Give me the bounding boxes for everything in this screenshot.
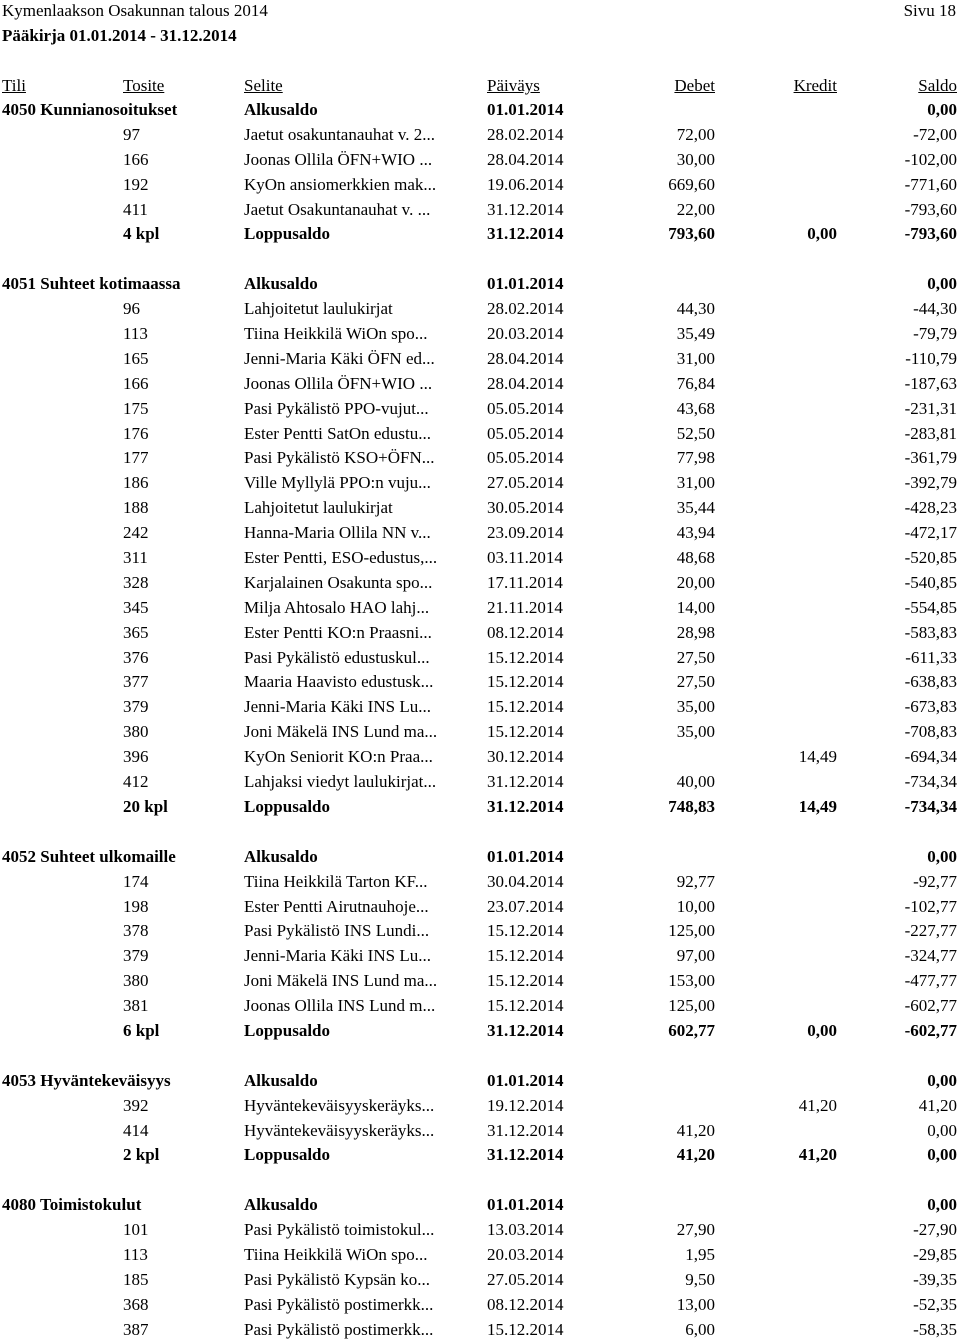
- page-number: Sivu 18: [903, 1, 956, 20]
- description-cell: Pasi Pykälistö INS Lundi...: [244, 921, 430, 941]
- balance-cell: -324,77: [904, 946, 957, 966]
- debit-cell: 748,83: [668, 796, 715, 816]
- table-row: [0, 422, 960, 447]
- voucher-cell: 113: [123, 1244, 148, 1264]
- table-row: [0, 372, 960, 397]
- debit-cell: 92,77: [676, 871, 715, 891]
- description-cell: Alkusaldo: [244, 846, 318, 866]
- table-row: [0, 496, 960, 521]
- voucher-cell: 166: [123, 373, 149, 393]
- date-cell: 15.12.2014: [487, 1319, 564, 1339]
- debit-cell: 27,90: [676, 1220, 715, 1240]
- column-header-saldo: Saldo: [918, 76, 957, 95]
- voucher-cell: 414: [123, 1120, 149, 1140]
- description-cell: Hyväntekeväisyyskeräyks...: [244, 1120, 435, 1140]
- table-row: [0, 521, 960, 546]
- voucher-cell: 2 kpl: [123, 1145, 160, 1165]
- table-row: [0, 546, 960, 571]
- date-cell: 13.03.2014: [487, 1220, 564, 1240]
- summary-row: [0, 222, 960, 247]
- balance-cell: -52,35: [913, 1294, 957, 1314]
- balance-cell: -673,83: [904, 697, 957, 717]
- description-cell: Tiina Heikkilä WiOn spo...: [244, 1244, 428, 1264]
- table-row: [0, 347, 960, 372]
- balance-cell: -92,77: [913, 871, 957, 891]
- description-cell: Ester Pentti, ESO-edustus,...: [244, 548, 438, 568]
- description-cell: Pasi Pykälistö toimistokul...: [244, 1220, 435, 1240]
- voucher-cell: 377: [123, 672, 149, 692]
- voucher-cell: 378: [123, 921, 149, 941]
- voucher-cell: 380: [123, 971, 149, 991]
- date-cell: 31.12.2014: [487, 1120, 564, 1140]
- table-row: [0, 1119, 960, 1144]
- credit-cell: 14,49: [798, 796, 837, 816]
- account-cell: 4051 Suhteet kotimaassa: [2, 274, 181, 294]
- description-cell: Alkusaldo: [244, 274, 318, 294]
- balance-cell: 0,00: [927, 1120, 957, 1140]
- table-row: [0, 148, 960, 173]
- description-cell: Jaetut osakuntanauhat v. 2...: [244, 124, 436, 144]
- description-cell: Jenni-Maria Käki ÖFN ed...: [244, 348, 435, 368]
- description-cell: Jaetut Osakuntanauhat v. ...: [244, 199, 431, 219]
- debit-cell: 31,00: [676, 473, 715, 493]
- voucher-cell: 96: [123, 299, 140, 319]
- balance-cell: 0,00: [927, 1145, 957, 1165]
- debit-cell: 27,50: [676, 672, 715, 692]
- table-row: [0, 446, 960, 471]
- summary-row: [0, 795, 960, 820]
- balance-cell: -44,30: [913, 299, 957, 319]
- date-cell: 21.11.2014: [487, 597, 563, 617]
- date-cell: 03.11.2014: [487, 548, 563, 568]
- description-cell: Alkusaldo: [244, 1195, 318, 1215]
- balance-cell: -79,79: [913, 324, 957, 344]
- date-cell: 05.05.2014: [487, 423, 564, 443]
- date-cell: 31.12.2014: [487, 224, 564, 244]
- description-cell: Pasi Pykälistö postimerkk...: [244, 1319, 434, 1339]
- description-cell: Joni Mäkelä INS Lund ma...: [244, 722, 438, 742]
- voucher-cell: 175: [123, 398, 149, 418]
- description-cell: Pasi Pykälistö postimerkk...: [244, 1294, 434, 1314]
- date-cell: 01.01.2014: [487, 100, 564, 119]
- debit-cell: 10,00: [676, 896, 715, 916]
- ledger-table: [0, 98, 960, 1343]
- voucher-cell: 174: [123, 871, 149, 891]
- debit-cell: 6,00: [685, 1319, 715, 1339]
- account-cell: 4050 Kunnianosoitukset: [2, 100, 178, 119]
- date-cell: 05.05.2014: [487, 448, 564, 468]
- debit-cell: 35,44: [676, 498, 715, 518]
- date-cell: 20.03.2014: [487, 1244, 564, 1264]
- debit-cell: 40,00: [676, 772, 715, 792]
- date-cell: 01.01.2014: [487, 1195, 564, 1215]
- table-row: [0, 571, 960, 596]
- table-row: [0, 297, 960, 322]
- voucher-cell: 328: [123, 572, 149, 592]
- balance-cell: -554,85: [904, 597, 957, 617]
- voucher-cell: 376: [123, 647, 149, 667]
- voucher-cell: 192: [123, 174, 149, 194]
- debit-cell: 41,20: [676, 1145, 715, 1165]
- company-title: Kymenlaakson Osakunnan talous 2014: [2, 1, 268, 20]
- balance-cell: -392,79: [904, 473, 957, 493]
- voucher-cell: 412: [123, 772, 149, 792]
- table-row: [0, 1293, 960, 1318]
- description-cell: KyOn Seniorit KO:n Praa...: [244, 747, 433, 767]
- description-cell: Pasi Pykälistö KSO+ÖFN...: [244, 448, 435, 468]
- debit-cell: 35,49: [676, 324, 715, 344]
- balance-cell: -58,35: [913, 1319, 957, 1339]
- debit-cell: 35,00: [676, 722, 715, 742]
- table-row: [0, 646, 960, 671]
- table-row: [0, 397, 960, 422]
- table-row: [0, 994, 960, 1019]
- table-row: [0, 1094, 960, 1119]
- date-cell: 27.05.2014: [487, 1269, 564, 1289]
- table-row: [0, 969, 960, 994]
- debit-cell: 28,98: [676, 622, 715, 642]
- debit-cell: 125,00: [668, 996, 715, 1016]
- account-cell: 4052 Suhteet ulkomaille: [2, 846, 176, 866]
- section-spacer: [0, 1168, 960, 1193]
- column-header-paivays: Päiväys: [487, 76, 540, 95]
- section-spacer: [0, 247, 960, 272]
- voucher-cell: 101: [123, 1220, 149, 1240]
- section-spacer: [0, 1044, 960, 1069]
- voucher-cell: 242: [123, 523, 149, 543]
- debit-cell: 35,00: [676, 697, 715, 717]
- credit-cell: 41,20: [798, 1145, 837, 1165]
- date-cell: 15.12.2014: [487, 996, 564, 1016]
- description-cell: Tiina Heikkilä Tarton KF...: [244, 871, 428, 891]
- report-subtitle: Pääkirja 01.01.2014 - 31.12.2014: [2, 26, 237, 45]
- date-cell: 23.09.2014: [487, 523, 564, 543]
- balance-cell: -231,31: [904, 398, 957, 418]
- description-cell: Ester Pentti SatOn edustu...: [244, 423, 431, 443]
- table-row: [0, 1318, 960, 1343]
- balance-cell: -72,00: [913, 124, 957, 144]
- description-cell: Joonas Ollila INS Lund m...: [244, 996, 436, 1016]
- date-cell: 28.02.2014: [487, 124, 564, 144]
- balance-cell: -793,60: [904, 224, 957, 244]
- debit-cell: 76,84: [676, 373, 715, 393]
- balance-cell: -283,81: [904, 423, 957, 443]
- debit-cell: 27,50: [676, 647, 715, 667]
- table-row: [0, 123, 960, 148]
- table-row: [0, 1268, 960, 1293]
- balance-cell: -611,33: [905, 647, 957, 667]
- summary-row: [0, 1143, 960, 1168]
- date-cell: 30.05.2014: [487, 498, 564, 518]
- debit-cell: 52,50: [676, 423, 715, 443]
- balance-cell: -428,23: [904, 498, 957, 518]
- balance-cell: 41,20: [918, 1095, 957, 1115]
- date-cell: 19.12.2014: [487, 1095, 564, 1115]
- description-cell: Alkusaldo: [244, 100, 318, 119]
- table-row: [0, 1243, 960, 1268]
- debit-cell: 72,00: [676, 124, 715, 144]
- column-header-selite: Selite: [244, 76, 283, 95]
- date-cell: 15.12.2014: [487, 672, 564, 692]
- debit-cell: 20,00: [676, 572, 715, 592]
- table-row: [0, 173, 960, 198]
- voucher-cell: 186: [123, 473, 149, 493]
- report-header: [2, 0, 956, 24]
- balance-cell: -638,83: [904, 672, 957, 692]
- date-cell: 05.05.2014: [487, 398, 564, 418]
- table-row: [0, 895, 960, 920]
- balance-cell: -472,17: [904, 523, 957, 543]
- date-cell: 31.12.2014: [487, 796, 564, 816]
- date-cell: 31.12.2014: [487, 1145, 564, 1165]
- balance-cell: -361,79: [904, 448, 957, 468]
- voucher-cell: 166: [123, 149, 149, 169]
- debit-cell: 125,00: [668, 921, 715, 941]
- description-cell: Maaria Haavisto edustusk...: [244, 672, 434, 692]
- table-row: [0, 870, 960, 895]
- voucher-cell: 411: [123, 199, 148, 219]
- summary-row: [0, 98, 960, 123]
- debit-cell: 44,30: [676, 299, 715, 319]
- debit-cell: 43,68: [676, 398, 715, 418]
- credit-cell: 41,20: [798, 1095, 837, 1115]
- summary-row: [0, 1069, 960, 1094]
- balance-cell: -110,79: [905, 348, 957, 368]
- debit-cell: 153,00: [668, 971, 715, 991]
- balance-cell: -602,77: [904, 1020, 957, 1040]
- credit-cell: 0,00: [807, 224, 837, 244]
- balance-cell: 0,00: [927, 1195, 957, 1215]
- balance-cell: -771,60: [904, 174, 957, 194]
- table-row: [0, 621, 960, 646]
- balance-cell: -520,85: [904, 548, 957, 568]
- balance-cell: -708,83: [904, 722, 957, 742]
- voucher-cell: 379: [123, 697, 149, 717]
- voucher-cell: 165: [123, 348, 149, 368]
- table-row: [0, 695, 960, 720]
- description-cell: Ester Pentti Airutnauhoje...: [244, 896, 429, 916]
- summary-row: [0, 1193, 960, 1218]
- date-cell: 31.12.2014: [487, 1020, 564, 1040]
- date-cell: 28.04.2014: [487, 149, 564, 169]
- description-cell: Joonas Ollila ÖFN+WIO ...: [244, 373, 433, 393]
- description-cell: Hanna-Maria Ollila NN v...: [244, 523, 431, 543]
- voucher-cell: 6 kpl: [123, 1020, 160, 1040]
- balance-cell: -734,34: [904, 796, 957, 816]
- description-cell: Jenni-Maria Käki INS Lu...: [244, 946, 431, 966]
- table-row: [0, 471, 960, 496]
- date-cell: 15.12.2014: [487, 697, 564, 717]
- date-cell: 01.01.2014: [487, 274, 564, 294]
- voucher-cell: 97: [123, 124, 140, 144]
- debit-cell: 1,95: [685, 1244, 715, 1264]
- description-cell: Joni Mäkelä INS Lund ma...: [244, 971, 438, 991]
- debit-cell: 793,60: [668, 224, 715, 244]
- table-row: [0, 770, 960, 795]
- voucher-cell: 188: [123, 498, 149, 518]
- table-row: [0, 670, 960, 695]
- debit-cell: 77,98: [676, 448, 715, 468]
- voucher-cell: 4 kpl: [123, 224, 160, 244]
- debit-cell: 602,77: [668, 1020, 715, 1040]
- debit-cell: 48,68: [676, 548, 715, 568]
- balance-cell: -39,35: [913, 1269, 957, 1289]
- table-row: [0, 322, 960, 347]
- voucher-cell: 311: [123, 548, 148, 568]
- account-cell: 4080 Toimistokulut: [2, 1195, 142, 1215]
- description-cell: Loppusaldo: [244, 224, 330, 244]
- description-cell: Karjalainen Osakunta spo...: [244, 572, 433, 592]
- debit-cell: 22,00: [676, 199, 715, 219]
- date-cell: 28.04.2014: [487, 348, 564, 368]
- date-cell: 17.11.2014: [487, 572, 563, 592]
- balance-cell: -27,90: [913, 1220, 957, 1240]
- date-cell: 08.12.2014: [487, 622, 564, 642]
- column-header-tosite: Tosite: [123, 76, 165, 95]
- column-header-debet: Debet: [674, 76, 715, 95]
- debit-cell: 14,00: [676, 597, 715, 617]
- table-row: [0, 944, 960, 969]
- date-cell: 28.02.2014: [487, 299, 564, 319]
- balance-cell: -187,63: [904, 373, 957, 393]
- debit-cell: 41,20: [676, 1120, 715, 1140]
- balance-cell: -540,85: [904, 572, 957, 592]
- description-cell: Ville Myllylä PPO:n vuju...: [244, 473, 431, 493]
- voucher-cell: 20 kpl: [123, 796, 168, 816]
- debit-cell: 669,60: [668, 174, 715, 194]
- voucher-cell: 185: [123, 1269, 149, 1289]
- date-cell: 30.04.2014: [487, 871, 564, 891]
- description-cell: Milja Ahtosalo HAO lahj...: [244, 597, 430, 617]
- debit-cell: 30,00: [676, 149, 715, 169]
- date-cell: 15.12.2014: [487, 722, 564, 742]
- date-cell: 28.04.2014: [487, 373, 564, 393]
- balance-cell: 0,00: [927, 846, 957, 866]
- balance-cell: -477,77: [904, 971, 957, 991]
- date-cell: 23.07.2014: [487, 896, 564, 916]
- table-row: [0, 720, 960, 745]
- table-row: [0, 198, 960, 223]
- date-cell: 15.12.2014: [487, 647, 564, 667]
- balance-cell: 0,00: [927, 274, 957, 294]
- debit-cell: 97,00: [676, 946, 715, 966]
- debit-cell: 31,00: [676, 348, 715, 368]
- debit-cell: 43,94: [676, 523, 715, 543]
- date-cell: 01.01.2014: [487, 846, 564, 866]
- description-cell: Lahjoitetut laulukirjat: [244, 498, 393, 518]
- summary-row: [0, 845, 960, 870]
- debit-cell: 9,50: [685, 1269, 715, 1289]
- column-headers: [0, 74, 960, 98]
- balance-cell: -734,34: [904, 772, 957, 792]
- description-cell: Pasi Pykälistö edustuskul...: [244, 647, 430, 667]
- voucher-cell: 396: [123, 747, 149, 767]
- credit-cell: 14,49: [798, 747, 837, 767]
- description-cell: Loppusaldo: [244, 1020, 330, 1040]
- balance-cell: -102,00: [904, 149, 957, 169]
- balance-cell: -102,77: [904, 896, 957, 916]
- balance-cell: -583,83: [904, 622, 957, 642]
- voucher-cell: 176: [123, 423, 149, 443]
- voucher-cell: 113: [123, 324, 148, 344]
- description-cell: Ester Pentti KO:n Praasni...: [244, 622, 432, 642]
- date-cell: 31.12.2014: [487, 772, 564, 792]
- voucher-cell: 381: [123, 996, 149, 1016]
- date-cell: 20.03.2014: [487, 324, 564, 344]
- description-cell: Pasi Pykälistö PPO-vujut...: [244, 398, 429, 418]
- date-cell: 08.12.2014: [487, 1294, 564, 1314]
- voucher-cell: 177: [123, 448, 149, 468]
- summary-row: [0, 1019, 960, 1044]
- description-cell: Lahjaksi viedyt laulukirjat...: [244, 772, 437, 792]
- voucher-cell: 365: [123, 622, 149, 642]
- table-row: [0, 596, 960, 621]
- date-cell: 01.01.2014: [487, 1070, 564, 1090]
- description-cell: Loppusaldo: [244, 796, 330, 816]
- balance-cell: 0,00: [927, 1070, 957, 1090]
- balance-cell: -227,77: [904, 921, 957, 941]
- description-cell: Alkusaldo: [244, 1070, 318, 1090]
- table-row: [0, 919, 960, 944]
- description-cell: Joonas Ollila ÖFN+WIO ...: [244, 149, 433, 169]
- date-cell: 30.12.2014: [487, 747, 564, 767]
- balance-cell: -793,60: [904, 199, 957, 219]
- description-cell: Tiina Heikkilä WiOn spo...: [244, 324, 428, 344]
- voucher-cell: 392: [123, 1095, 149, 1115]
- description-cell: Loppusaldo: [244, 1145, 330, 1165]
- date-cell: 31.12.2014: [487, 199, 564, 219]
- description-cell: Hyväntekeväisyyskeräyks...: [244, 1095, 435, 1115]
- voucher-cell: 380: [123, 722, 149, 742]
- voucher-cell: 368: [123, 1294, 149, 1314]
- date-cell: 15.12.2014: [487, 921, 564, 941]
- balance-cell: -29,85: [913, 1244, 957, 1264]
- credit-cell: 0,00: [807, 1020, 837, 1040]
- debit-cell: 13,00: [676, 1294, 715, 1314]
- summary-row: [0, 272, 960, 297]
- column-header-tili: Tili: [2, 76, 26, 95]
- date-cell: 15.12.2014: [487, 971, 564, 991]
- section-spacer: [0, 820, 960, 845]
- description-cell: KyOn ansiomerkkien mak...: [244, 174, 437, 194]
- description-cell: Pasi Pykälistö Kypsän ko...: [244, 1269, 431, 1289]
- balance-cell: 0,00: [927, 100, 957, 119]
- description-cell: Lahjoitetut laulukirjat: [244, 299, 393, 319]
- voucher-cell: 198: [123, 896, 149, 916]
- column-header-kredit: Kredit: [793, 76, 837, 95]
- balance-cell: -602,77: [904, 996, 957, 1016]
- voucher-cell: 345: [123, 597, 149, 617]
- description-cell: Jenni-Maria Käki INS Lu...: [244, 697, 431, 717]
- voucher-cell: 387: [123, 1319, 149, 1339]
- table-row: [0, 745, 960, 770]
- balance-cell: -694,34: [904, 747, 957, 767]
- date-cell: 15.12.2014: [487, 946, 564, 966]
- table-row: [0, 1218, 960, 1243]
- account-cell: 4053 Hyväntekeväisyys: [2, 1070, 171, 1090]
- date-cell: 27.05.2014: [487, 473, 564, 493]
- date-cell: 19.06.2014: [487, 174, 564, 194]
- voucher-cell: 379: [123, 946, 149, 966]
